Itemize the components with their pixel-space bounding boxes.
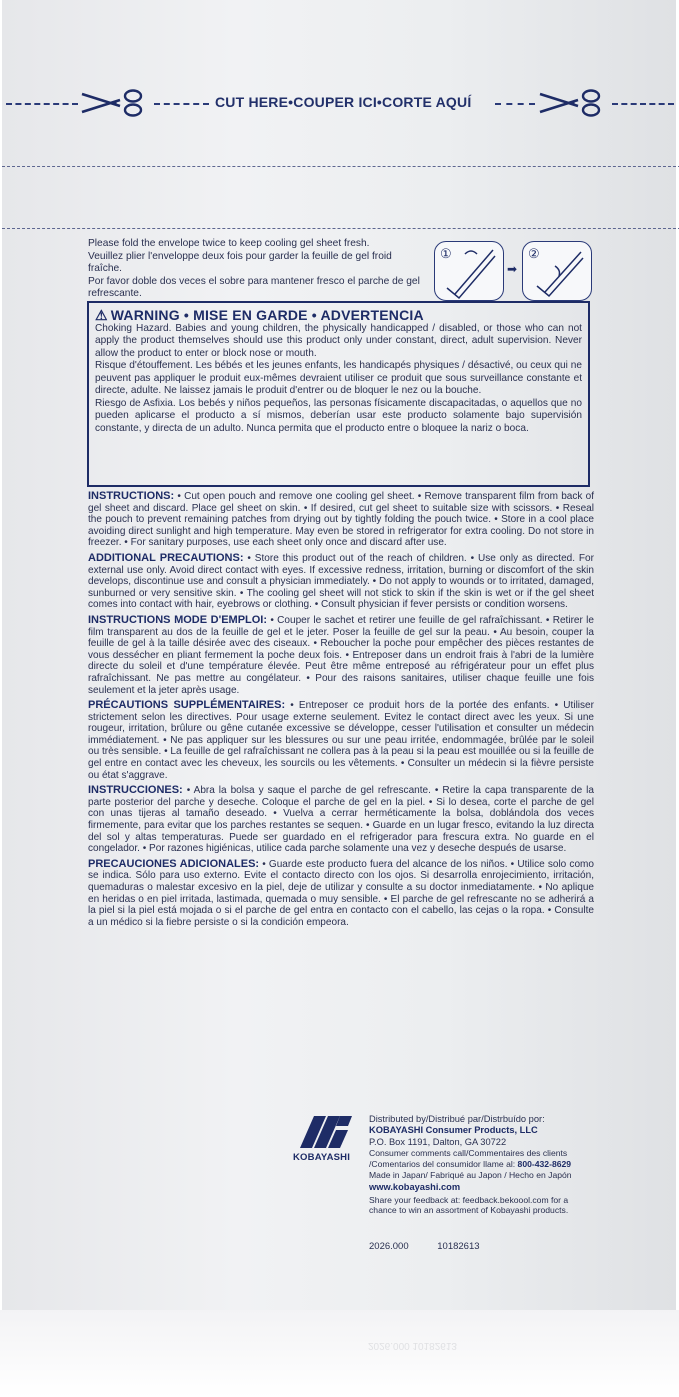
code-2: 10182613 (437, 1241, 480, 1252)
fold-line-es: Por favor doble dos veces el sobre para mantener fresco el parche de gel refrescante. (88, 275, 420, 300)
warning-text-en: Choking Hazard. Babies and young children, the physically handicapped / disabled, or those who can not apply the product themselves should use this product only under constant, direct, adult supervision. Never allow the product to enter or block nose or mouth. (95, 323, 582, 359)
instructions-body (88, 491, 594, 932)
section-heading: ADDITIONAL PRECAUTIONS: (88, 551, 244, 564)
cut-here-label: CUT HERE•COUPER ICI•CORTE AQUÍ (215, 94, 472, 110)
section-text: • Abra la bolsa y saque el parche de gel refrescante. • Retire la capa transparente de la parte posterior del parche y deseche. Coloque el parche de gel en la piel. • Si lo desea, corte el parche de gel con unas tijeras al tamaño deseado. • Vuelva a cerrar herméticamente la bolsa, doblándola dos veces firmemente, para evitar que los parches restantes se sequen. • Guarde en un lugar fresco, evitando la luz directa del sol y altas temperaturas. Puede ser guardado en el refrigerador para frescura extra. No guarde en el congelador. • Por razones higiénicas, utilice cada parche solamente una vez y deseche después de usarse. (88, 785, 594, 855)
cut-dash-mid-right (495, 103, 535, 105)
comments-line-2 (369, 1159, 609, 1170)
cut-dash-right (612, 103, 674, 105)
section-text: • Store this product out of the reach of children. • Use only as directed. For external use only. Avoid direct contact with eyes. If excessive redness, irritation, burning or discomfort of the skin develops, discontinue use and consult a physician immediately. • Do not apply to wounds or to irritated, damaged, sunburned or very sensitive skin. • The cooling gel sheet will not stick to skin if the skin is wet or if the gel sheet comes into contact with hair, eyebrows or clothing. • Consult physician if fever persists or condition worsens. (88, 552, 594, 611)
section-additional-precautions (88, 553, 594, 611)
feedback-line-2: chance to win an assortment of Kobayashi products. (369, 1205, 569, 1216)
warning-title: WARNING • MISE EN GARDE • ADVERTENCIA (110, 307, 424, 323)
feedback-line-1: Share your feedback at: feedback.bekoool.com for a (369, 1195, 569, 1206)
address: P.O. Box 1191, Dalton, GA 30722 (369, 1136, 507, 1147)
fold-step-2-number: ② (528, 246, 540, 261)
section-heading: PRÉCAUTIONS SUPPLÉMENTAIRES: (88, 699, 286, 712)
section-heading: PRECAUCIONES ADICIONALES: (88, 857, 260, 870)
section-text: • Couper le sachet et retirer une feuille de gel rafraîchissant. • Retirer le film transparent au dos de la feuille de gel et le jeter. Poser la feuille de gel sur la peau. • Au besoin, couper la feuille de gel à la taille désirée avec des ciseaux. • Reboucher la poche pour empêcher des pièces restantes de vous dessécher en pliant fermement la poche deux fois. • Entreposer dans un endroit frais à l'abri de la lumière directe du soleil et d'une température élevée. Peut être même entreposé au réfrigérateur pour un effet plus rafraîchissant. Ne pas mettre au congélateur. • Pour des raisons sanitaires, utiliser chaque feuille une fois seulement et la jeter après usage. (88, 614, 594, 696)
pouch-shadow (0, 1310, 679, 1397)
company-name: KOBAYASHI Consumer Products, LLC (369, 1125, 538, 1136)
code-1: 2026.000 (369, 1241, 409, 1252)
section-instrucciones (88, 785, 594, 855)
made-in: Made in Japan/ Fabriqué au Japon / Hecho en Japón (369, 1170, 572, 1181)
distributed-by: Distributed by/Distribué par/Distrbuído por: (369, 1114, 545, 1124)
warning-text-es: Riesgo de Asfixia. Los bebés y niños pequeños, las personas físicamente discapacitadas, o aquellos que no pueden aplicarse el producto a sí mismos, deberían usar este producto solamente bajo supervisión constante, y directa de un adulto. Nunca permita que el producto entre o bloquee la nariz o boca. (95, 397, 582, 434)
section-precauciones-adicionales (88, 859, 594, 929)
fold-line-fr: Veuillez plier l'enveloppe deux fois pour garder la feuille de gel froid fraîche. (88, 250, 392, 275)
fold-step-1-icon (434, 241, 504, 301)
section-heading: INSTRUCTIONS: (88, 490, 175, 502)
phone-number: 800-432-8629 (517, 1159, 572, 1170)
section-mode-emploi (88, 615, 594, 696)
seal-line-upper (2, 166, 679, 167)
warning-heading (95, 307, 582, 323)
cut-dash-mid-left (154, 103, 209, 105)
fold-step-1-number: ① (440, 246, 452, 261)
scissors-icon-right (538, 88, 608, 118)
mirrored-ghost-text: 2026.000 10182613 (368, 1340, 457, 1351)
cut-dash-left (6, 103, 78, 105)
comments-line-1: Consumer comments call/Commentaires des clients (369, 1147, 568, 1158)
section-heading: INSTRUCTIONS MODE D'EMPLOI: (88, 613, 268, 626)
kobayashi-logo-icon (296, 1114, 356, 1150)
fold-instructions (88, 238, 428, 301)
website-link[interactable]: www.kobayashi.com (369, 1181, 461, 1192)
section-precautions-supplementaires (88, 700, 594, 781)
product-codes (369, 1241, 480, 1252)
fold-envelope-graphic (523, 242, 591, 300)
section-instructions (88, 491, 594, 549)
comments-prefix: /Comentarios del consumidor llame al: (369, 1159, 518, 1170)
fold-line-en: Please fold the envelope twice to keep cooling gel sheet fresh. (88, 238, 370, 249)
distributor-info (369, 1114, 609, 1215)
fold-envelope-graphic (435, 242, 503, 300)
warning-icon: ⚠ (95, 307, 108, 323)
seal-line-lower (2, 228, 679, 229)
section-text: • Cut open pouch and remove one cooling gel sheet. • Remove transparent film from back of gel sheet and discard. Place gel sheet on skin. • If desired, cut gel sheet to suitable size with scissors. • Reseal the pouch to prevent remaining patches from drying out by tightly folding the pouch twice. • Store in a cool place avoiding direct sunlight and high temperature. May even be stored in refrigerator for extra cooling. Do not store in freezer. • For sanitary purposes, use each sheet only once and discard after use. (88, 491, 594, 549)
section-text: • Entreposer ce produit hors de la portée des enfants. • Utiliser strictement selon les directives. Pour usage externe seulement. Evitez le contact direct avec les yeux. Si une rougeur, irritation, brûlure ou gêne cutanée excessive se développe, cesser l'utilisation et consulter un médecin immédiatement. • Ne pas appliquer sur les blessures ou sur une peau irritée, endommagée, brûlée par le soleil ou très sensible. • La feuille de gel rafraîchissant ne collera pas à la peau si la peau est mouillée ou si la feuille de gel entre en contact avec les cheveux, les sourcils ou les vêtements. • Consulter un médecin si la fièvre persiste ou état s'aggrave. (88, 700, 594, 781)
gel-sheet-pouch (2, 0, 676, 1310)
warning-text-fr: Risque d'étouffement. Les bébés et les jeunes enfants, les handicapés physiques / désactivé, ou ceux qui ne peuvent pas appliquer le produit eux-mêmes devraient utiliser ce produit que sous surveillance constante et directe, adulte. Ne laissez jamais le produit d'entrer ou de bloquer le nez ou la bouche. (95, 360, 582, 397)
fold-step-2-icon (522, 241, 592, 301)
section-heading: INSTRUCCIONES: (88, 784, 183, 797)
scissors-icon-left (80, 88, 150, 118)
brand-name: KOBAYASHI (293, 1152, 351, 1163)
section-text: • Guarde este producto fuera del alcance de los niños. • Utilice solo como se indica. Sólo para uso externo. Evite el contacto directo con los ojos. Si desarrolla enrojecimiento, irritación, quemaduras o malestar excesivo en la piel, deje de utilizar y consulte a su doctor inmediatamente. • No aplique en heridas o en piel irritada, lastimada, quemada o muy sensible. • El parche de gel refrescante no se adherirá a la piel si la piel está mojada o si el parche de gel entra en contacto con el cabello, las cejas o la ropa. • Consulte a un médico si la fiebre persiste o si la condición empeora. (88, 858, 594, 928)
cut-line[interactable] (2, 88, 679, 118)
warning-box (87, 301, 590, 487)
arrow-right-icon: ➡ (507, 262, 518, 276)
